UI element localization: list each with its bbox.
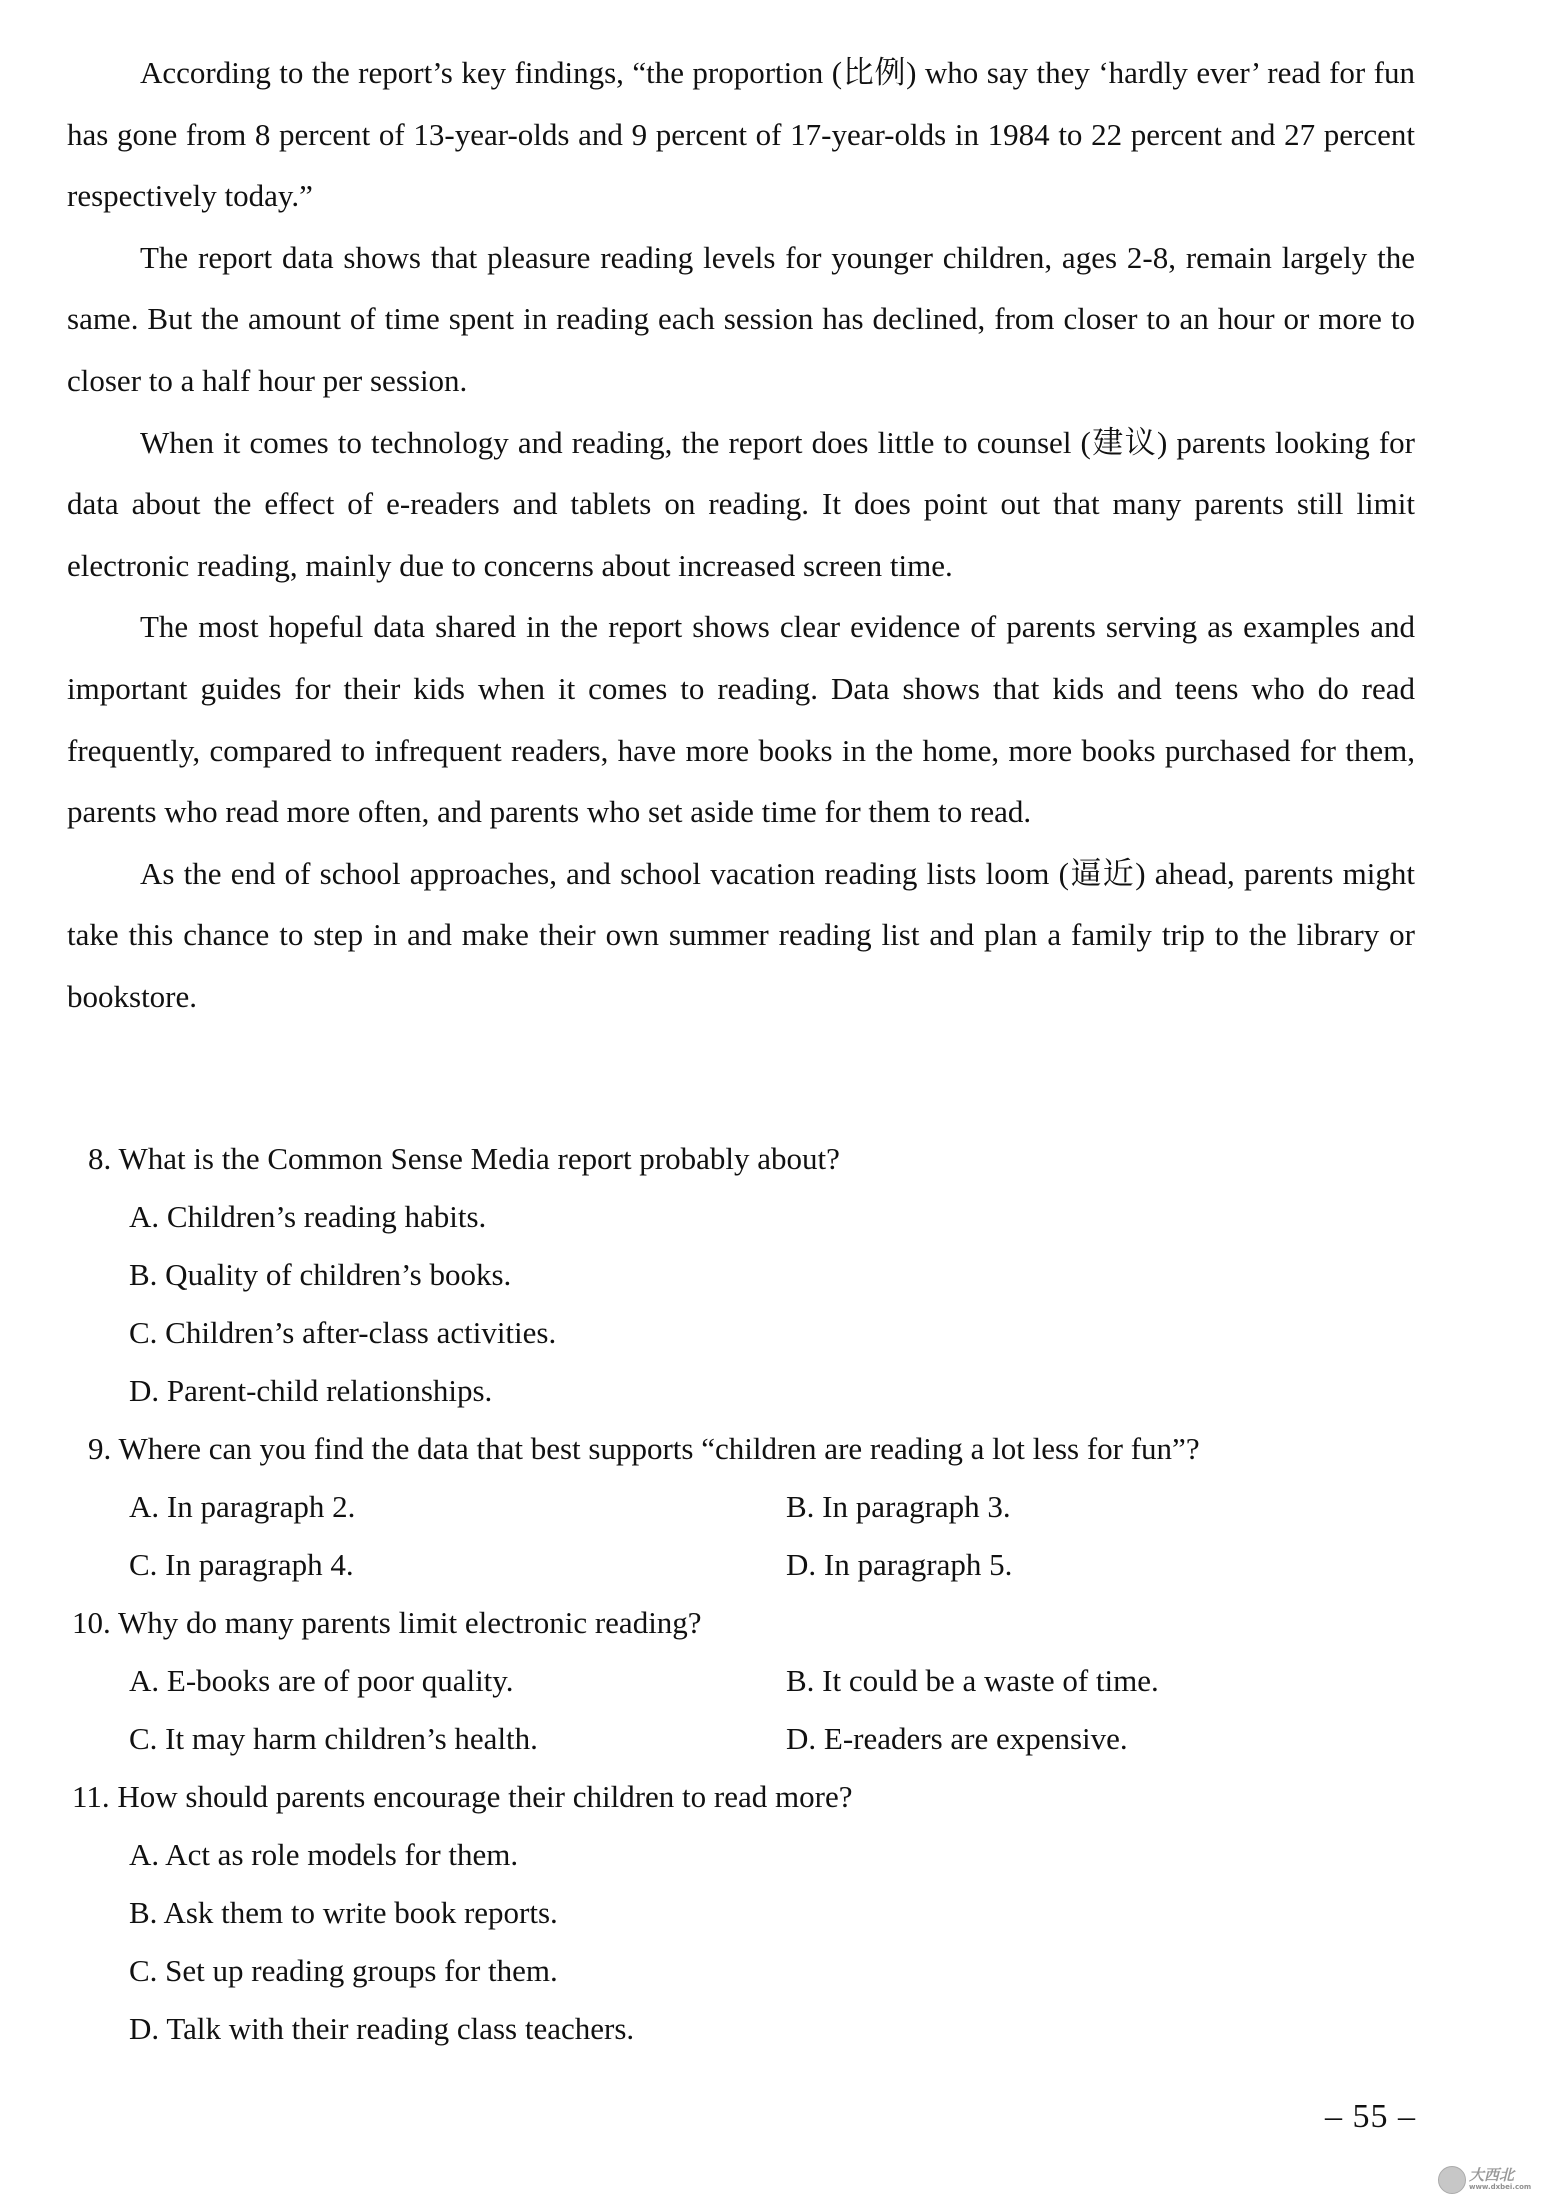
- passage-paragraph-4: The most hopeful data shared in the report shows clear evidence of parents serving as examples and important guides for their kids when it comes to reading. Data shows that kids and teens who do read frequently, compared to infrequent readers, have more books in the home, more books purchased for them, parents who read more often, and parents who set aside time for them to read.: [67, 609, 1415, 830]
- passage-paragraph-1: According to the report’s key findings, “the proportion (比例) who say they ‘hardly ever’ read for fun has gone from 8 percent of 13-year-olds and 9 percent of 17-year-olds in 1984 to 22 percent and 27 percent respectively today.”: [67, 55, 1415, 214]
- watermark-brand: 大西北: [1469, 2168, 1515, 2184]
- option-d: D. E-readers are expensive.: [786, 1721, 1128, 1756]
- option-b: B. Ask them to write book reports.: [129, 1895, 558, 1930]
- option-c: C. In paragraph 4.: [129, 1547, 354, 1582]
- option-c: C. It may harm children’s health.: [129, 1721, 538, 1756]
- passage-paragraph-5: As the end of school approaches, and school vacation reading lists loom (逼近) ahead, parents might take this chance to step in and make their own summer reading list and plan a family trip to the library or bookstore.: [67, 855, 1415, 1014]
- question-stem: 9. Where can you find the data that best supports “children are reading a lot less for fun”?: [88, 1431, 1200, 1466]
- passage-paragraph-2: The report data shows that pleasure reading levels for younger children, ages 2-8, remain largely the same. But the amount of time spent in reading each session has declined, from closer to an hour or more to closer to a half hour per session.: [67, 239, 1415, 398]
- question-stem: 8. What is the Common Sense Media report probably about?: [88, 1141, 840, 1176]
- reading-passage: [67, 42, 1415, 1028]
- elephant-logo-icon: [1438, 2166, 1466, 2194]
- option-c: C. Children’s after-class activities.: [129, 1315, 557, 1350]
- passage-paragraph-3: When it comes to technology and reading, the report does little to counsel (建议) parents looking for data about the effect of e-readers and tablets on reading. It does point out that many parents still limit electronic reading, mainly due to concerns about increased screen time.: [67, 424, 1415, 583]
- question-stem: 10. Why do many parents limit electronic reading?: [72, 1605, 702, 1640]
- option-c: C. Set up reading groups for them.: [129, 1953, 558, 1988]
- option-d: D. Talk with their reading class teachers.: [129, 2011, 635, 2046]
- page-number: – 55 –: [1325, 2098, 1416, 2135]
- option-a: A. In paragraph 2.: [129, 1489, 356, 1524]
- option-b: B. In paragraph 3.: [786, 1489, 1011, 1524]
- watermark: [1438, 2160, 1538, 2200]
- option-b: B. Quality of children’s books.: [129, 1257, 512, 1292]
- question-9: [0, 1420, 1543, 1594]
- option-a: A. E-books are of poor quality.: [129, 1663, 514, 1698]
- option-a: A. Children’s reading habits.: [129, 1199, 487, 1234]
- question-8: [0, 1130, 1543, 1420]
- option-b: B. It could be a waste of time.: [786, 1663, 1159, 1698]
- option-d: D. In paragraph 5.: [786, 1547, 1013, 1582]
- option-d: D. Parent-child relationships.: [129, 1373, 493, 1408]
- question-list: [0, 1130, 1543, 2058]
- watermark-url: www.dxbei.com: [1469, 2183, 1532, 2191]
- option-a: A. Act as role models for them.: [129, 1837, 519, 1872]
- question-10: [0, 1594, 1543, 1768]
- question-stem: 11. How should parents encourage their children to read more?: [72, 1779, 853, 1814]
- question-11: [0, 1768, 1543, 2058]
